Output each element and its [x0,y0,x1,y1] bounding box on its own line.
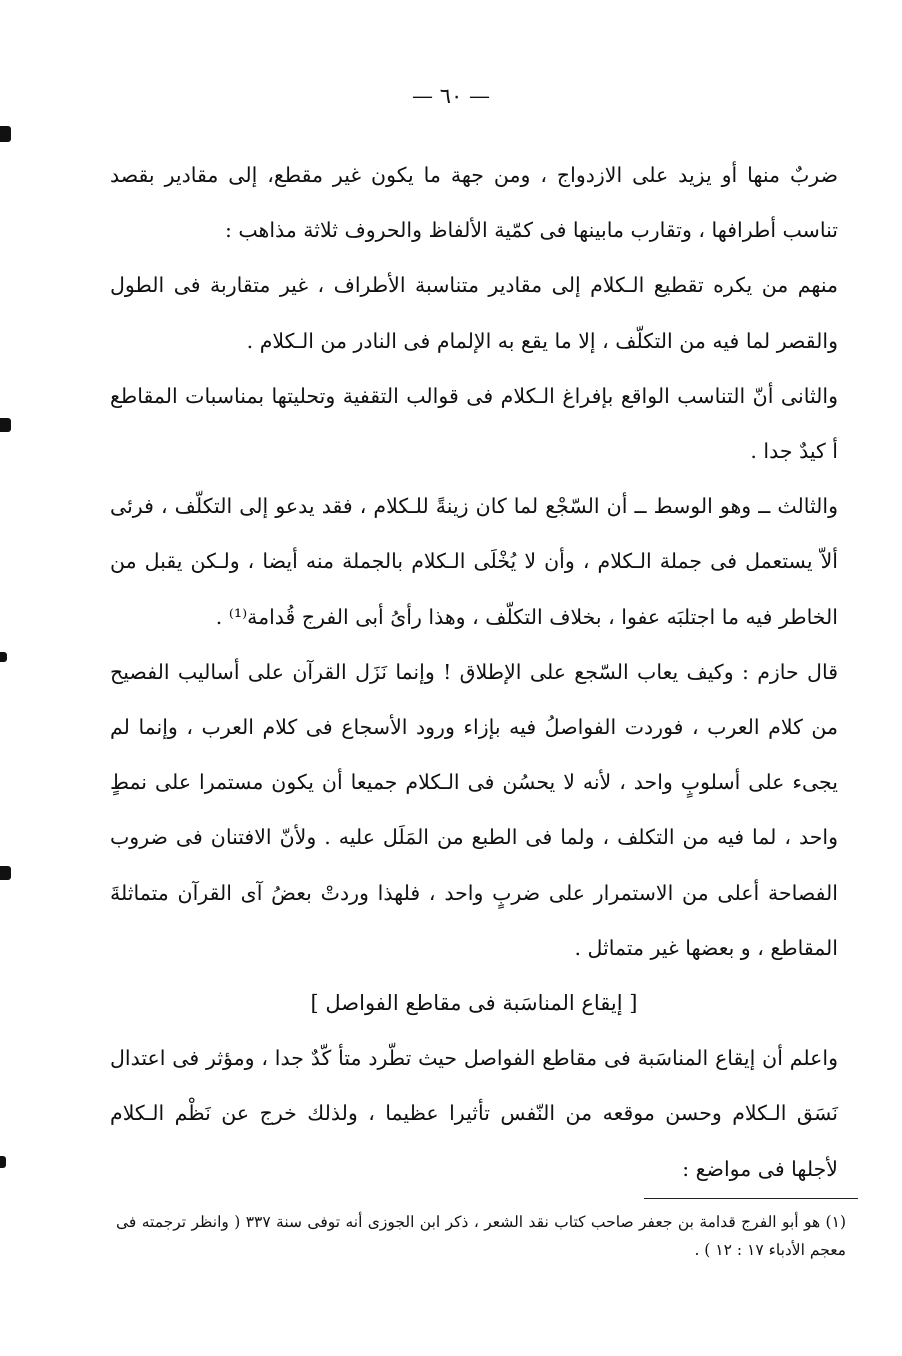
scan-edge-mark [0,866,11,880]
main-text [110,148,838,1197]
paragraph: واعلم أن إيقاع المناسَبة فى مقاطع الفواصل حيث تطّرد متأ كّدٌ جدا ، ومؤثر فى اعتدال نَسَق الـكلام وحسن موقعه من النّفس تأثيرا عظيما ، ولذلك خرج عن نَظْم الـكلام لأجلها فى مواضع : [110,1046,838,1181]
scan-edge-mark [0,1156,6,1168]
footnotes [116,1208,846,1264]
scan-edge-mark [0,418,11,432]
page-number: — ٦٠ — [412,84,490,108]
footnote: (١) هو أبو الفرج قدامة بن جعفر صاحب كتاب نقد الشعر ، ذكر ابن الجوزى أنه توفى سنة ٣٣٧ ( وانظر ترجمته فى معجم الأدباء ١٧ : ١٢ ) . [116,1213,846,1259]
paragraph: والثالث ــ وهو الوسط ــ أن السّجْع لما كان زينةً للـكلام ، فقد يدعو إلى التكلّف ، فرئى ألاّ يستعمل فى جملة الـكلام ، وأن لا يُخْلَى الـكلام بالجملة منه أيضا ، ولـكن يقبل من الخاطر فيه ما اجتلبَه عفوا ، بخلاف التكلّف ، وهذا رأىُ أبى الفرج قُدامة⁽¹⁾ . [110,494,838,629]
footnote-divider [644,1198,858,1199]
paragraph: ضربٌ منها أو يزيد على الازدواج ، ومن جهة ما يكون غير مقطع، إلى مقادير بقصد تناسب أطرافها ، وتقارب مابينها فى كمّية الألفاظ والحروف ثلاثة مذاهب : [110,163,838,243]
scan-edge-mark [0,126,11,142]
section-heading: [ إيقاع المناسَبة فى مقاطع الفواصل ] [310,991,638,1016]
scan-edge-mark [0,652,7,662]
paragraph: قال حازم : وكيف يعاب السّجع على الإطلاق ! وإنما نَزَل القرآن على أساليب الفصيح من كلام العرب ، فوردت الفواصلُ فيه بإزاء ورود الأسجاع فى كلام العرب ، وإنما لم يجىء على أسلوبٍ واحد ، لأنه لا يحسُن فى الـكلام جميعا أن يكون مستمرا على نمطٍ واحد ، لما فيه من التكلف ، ولما فى الطبع من المَلَل عليه . ولأنّ الافتنان فى ضروب الفصاحة أعلى من الاستمرار على ضربٍ واحد ، فلهذا وردتْ بعضُ آى القرآن متماثلةَ المقاطع ، و بعضها غير متماثل . [110,659,838,960]
paragraph: والثانى أنّ التناسب الواقع بإفراغ الـكلام فى قوالب التقفية وتحليتها بمناسبات المقاطع أ كيدٌ جدا . [110,383,838,464]
paragraph: منهم من يكره تقطيع الـكلام إلى مقادير متناسبة الأطراف ، غير متقاربة فى الطول والقصر لما فيه من التكلّف ، إلا ما يقع به الإلمام فى النادر من الـكلام . [110,273,838,353]
